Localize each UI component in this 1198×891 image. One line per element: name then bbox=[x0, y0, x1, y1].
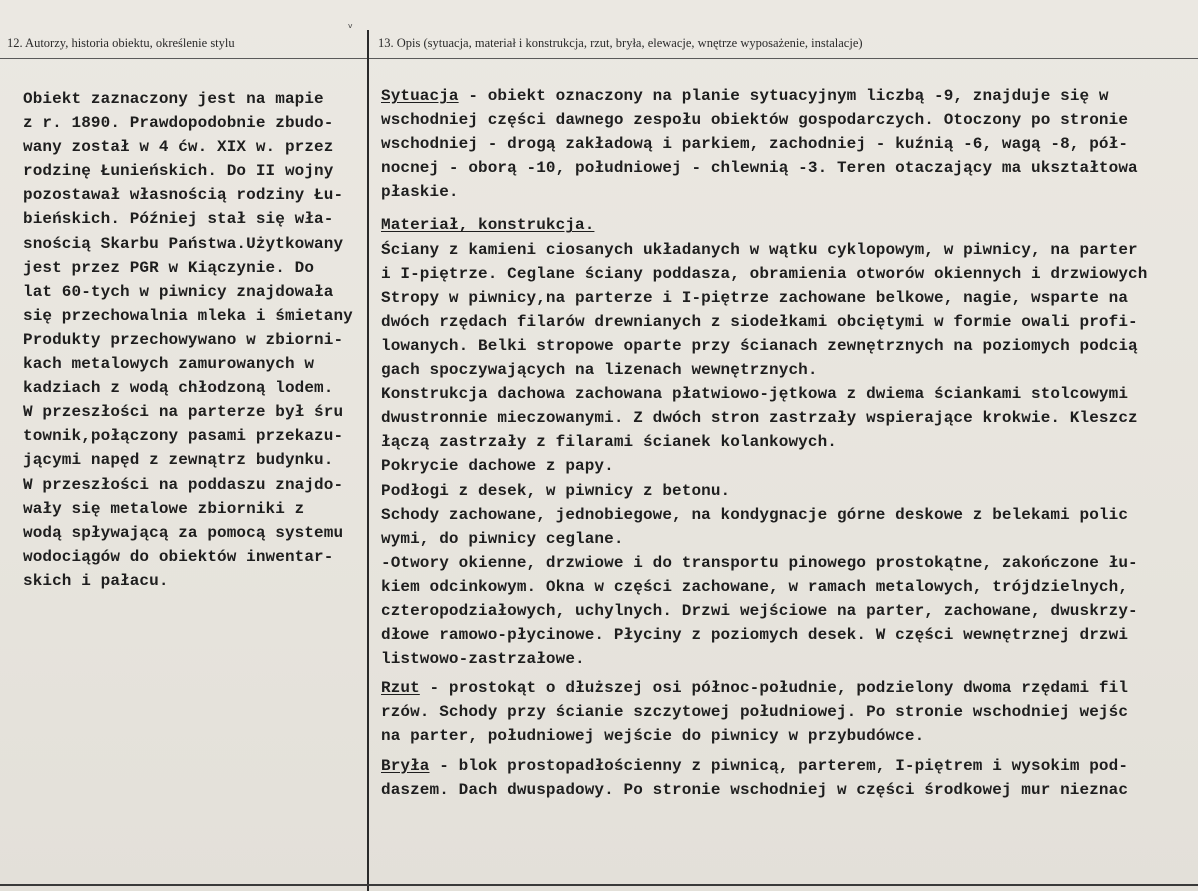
text-line: Obiekt zaznaczony jest na mapie bbox=[23, 90, 324, 108]
text-line: wschodniej - drogą zakładową i parkiem, zachodniej - kuźnią -6, wagą -8, pół- bbox=[381, 135, 1129, 154]
text-line: Produkty przechowywano w zbiorni- bbox=[23, 330, 344, 349]
text-line: z r. 1890. Prawdopodobnie zbudo- bbox=[23, 114, 334, 133]
text-line: kiem odcinkowym. Okna w części zachowane, w ramach metalowych, trójdzielnych, bbox=[381, 577, 1129, 596]
text-line: płaskie. bbox=[381, 183, 459, 202]
section-label: Sytuacja bbox=[381, 87, 459, 105]
text-line: - prostokąt o dłuższej osi północ-południe, podzielony dwoma rzędami fil bbox=[419, 679, 1129, 698]
top-rule bbox=[0, 58, 1198, 59]
text-line: Podłogi z desek, w piwnicy z betonu. bbox=[381, 481, 731, 500]
text-line: wały się metalowe zbiorniki z bbox=[23, 499, 305, 518]
text-line: skich i pałacu. bbox=[23, 571, 169, 590]
text-line: Ściany z kamieni ciosanych układanych w wątku cyklopowym, w piwnicy, na parter bbox=[381, 240, 1138, 259]
text-line: daszem. Dach dwuspadowy. Po stronie wschodniej w części środkowej mur nieznac bbox=[381, 780, 1129, 799]
text-line: lat 60-tych w piwnicy znajdowała bbox=[23, 282, 334, 301]
text-line: rodzinę Łunieńskich. Do II wojny bbox=[23, 162, 334, 181]
text-line: się przechowalnia mleka i śmietany bbox=[23, 306, 353, 325]
text-line: pozostawał własnością rodziny Łu- bbox=[23, 186, 344, 205]
text-line: czteropodziałowych, uchylnych. Drzwi wejściowe na parter, zachowane, dwuskrzy- bbox=[381, 601, 1138, 620]
text-line: lowanych. Belki stropowe oparte przy ścianach zewnętrznych na poziomych podcią bbox=[381, 336, 1138, 355]
text-line: W przeszłości na parterze był śru bbox=[23, 403, 344, 422]
text-line: W przeszłości na poddaszu znajdo- bbox=[23, 475, 344, 494]
text-line: wymi, do piwnicy ceglane. bbox=[381, 529, 624, 548]
section-rzut bbox=[381, 676, 1196, 700]
text-line: listwowo-zastrzałowe. bbox=[381, 650, 585, 669]
text-line: dwustronnie mieczowanymi. Z dwóch stron zastrzały wspierające krokwie. Kleszcz bbox=[381, 409, 1138, 428]
text-line: Schody zachowane, jednobiegowe, na kondygnacje górne deskowe z belekami polic bbox=[381, 505, 1129, 524]
text-line: gach spoczywających na lizenach wewnętrznych. bbox=[381, 361, 818, 380]
text-line: jącymi napęd z zewnątrz budynku. bbox=[23, 451, 334, 470]
text-line: wany został w 4 ćw. XIX w. przez bbox=[23, 138, 334, 157]
section-label: Rzut bbox=[381, 679, 420, 698]
header-description: 13. Opis (sytuacja, materiał i konstrukcja, rzut, bryła, elewacje, wnętrze wyposażenie, instalacje) bbox=[378, 36, 863, 50]
section-label: Materiał, konstrukcja. bbox=[381, 216, 595, 235]
text-line: jest przez PGR w Kiączynie. Do bbox=[23, 258, 315, 277]
bottom-rule bbox=[0, 884, 1198, 886]
section-label: Bryła bbox=[381, 756, 430, 775]
text-line: townik,połączony pasami przekazu- bbox=[23, 427, 344, 446]
text-line: bieńskich. Później stał się wła- bbox=[23, 210, 334, 229]
description-text bbox=[381, 84, 1196, 802]
text-line: kach metalowych zamurowanych w bbox=[23, 355, 315, 374]
text-line: wschodniej części dawnego zespołu obiektów gospodarczych. Otoczony po stronie bbox=[381, 111, 1129, 130]
text-line: Pokrycie dachowe z papy. bbox=[381, 457, 614, 476]
text-line: rzów. Schody przy ścianie szczytowej południowej. Po stronie wschodniej wejśc bbox=[381, 703, 1129, 722]
section-sytuacja bbox=[381, 84, 1196, 108]
text-line: na parter, południowej wejście do piwnicy w przybudówce. bbox=[381, 727, 925, 746]
text-line: dwóch rzędach filarów drewnianych z siodełkami obciętymi w formie owali profi- bbox=[381, 312, 1138, 331]
text-line: -Otwory okienne, drzwiowe i do transportu pinowego prostokątne, zakończone łu- bbox=[381, 553, 1138, 572]
header-authors-history: 12. Autorzy, historia obiektu, określenie stylu bbox=[7, 36, 235, 50]
text-line: kadziach z wodą chłodzoną lodem. bbox=[23, 379, 334, 398]
pen-mark-icon: ᵥ bbox=[348, 17, 354, 31]
text-line: nocnej - oborą -10, południowej - chlewnią -3. Teren otaczający ma ukształtowa bbox=[381, 159, 1138, 178]
text-line: łączą zastrzały z filarami ścianek kolankowych. bbox=[381, 433, 837, 452]
text-line: Konstrukcja dachowa zachowana płatwiowo-jętkowa z dwiema ściankami stolcowymi bbox=[381, 385, 1129, 404]
text-line: i I-piętrze. Ceglane ściany poddasza, obramienia otworów okiennych i drzwiowych bbox=[381, 264, 1148, 283]
text-line: - blok prostopadłościenny z piwnicą, parterem, I-piętrem i wysokim pod- bbox=[429, 756, 1129, 775]
text-line: wodą spływającą za pomocą systemu bbox=[23, 523, 344, 542]
section-bryla bbox=[381, 754, 1196, 778]
text-line: Stropy w piwnicy,na parterze i I-piętrze zachowane belkowe, nagie, wsparte na bbox=[381, 288, 1129, 307]
text-line: dłowe ramowo-płycinowe. Płyciny z poziomych desek. W części wewnętrznej drzwi bbox=[381, 626, 1129, 645]
text-line: wodociągów do obiektów inwentar- bbox=[23, 547, 334, 566]
text-line: snością Skarbu Państwa.Użytkowany bbox=[23, 234, 344, 253]
text-line: - obiekt oznaczony na planie sytuacyjnym liczbą -9, znajduje się w bbox=[458, 87, 1109, 105]
history-text bbox=[23, 87, 368, 593]
section-material bbox=[381, 213, 1196, 237]
